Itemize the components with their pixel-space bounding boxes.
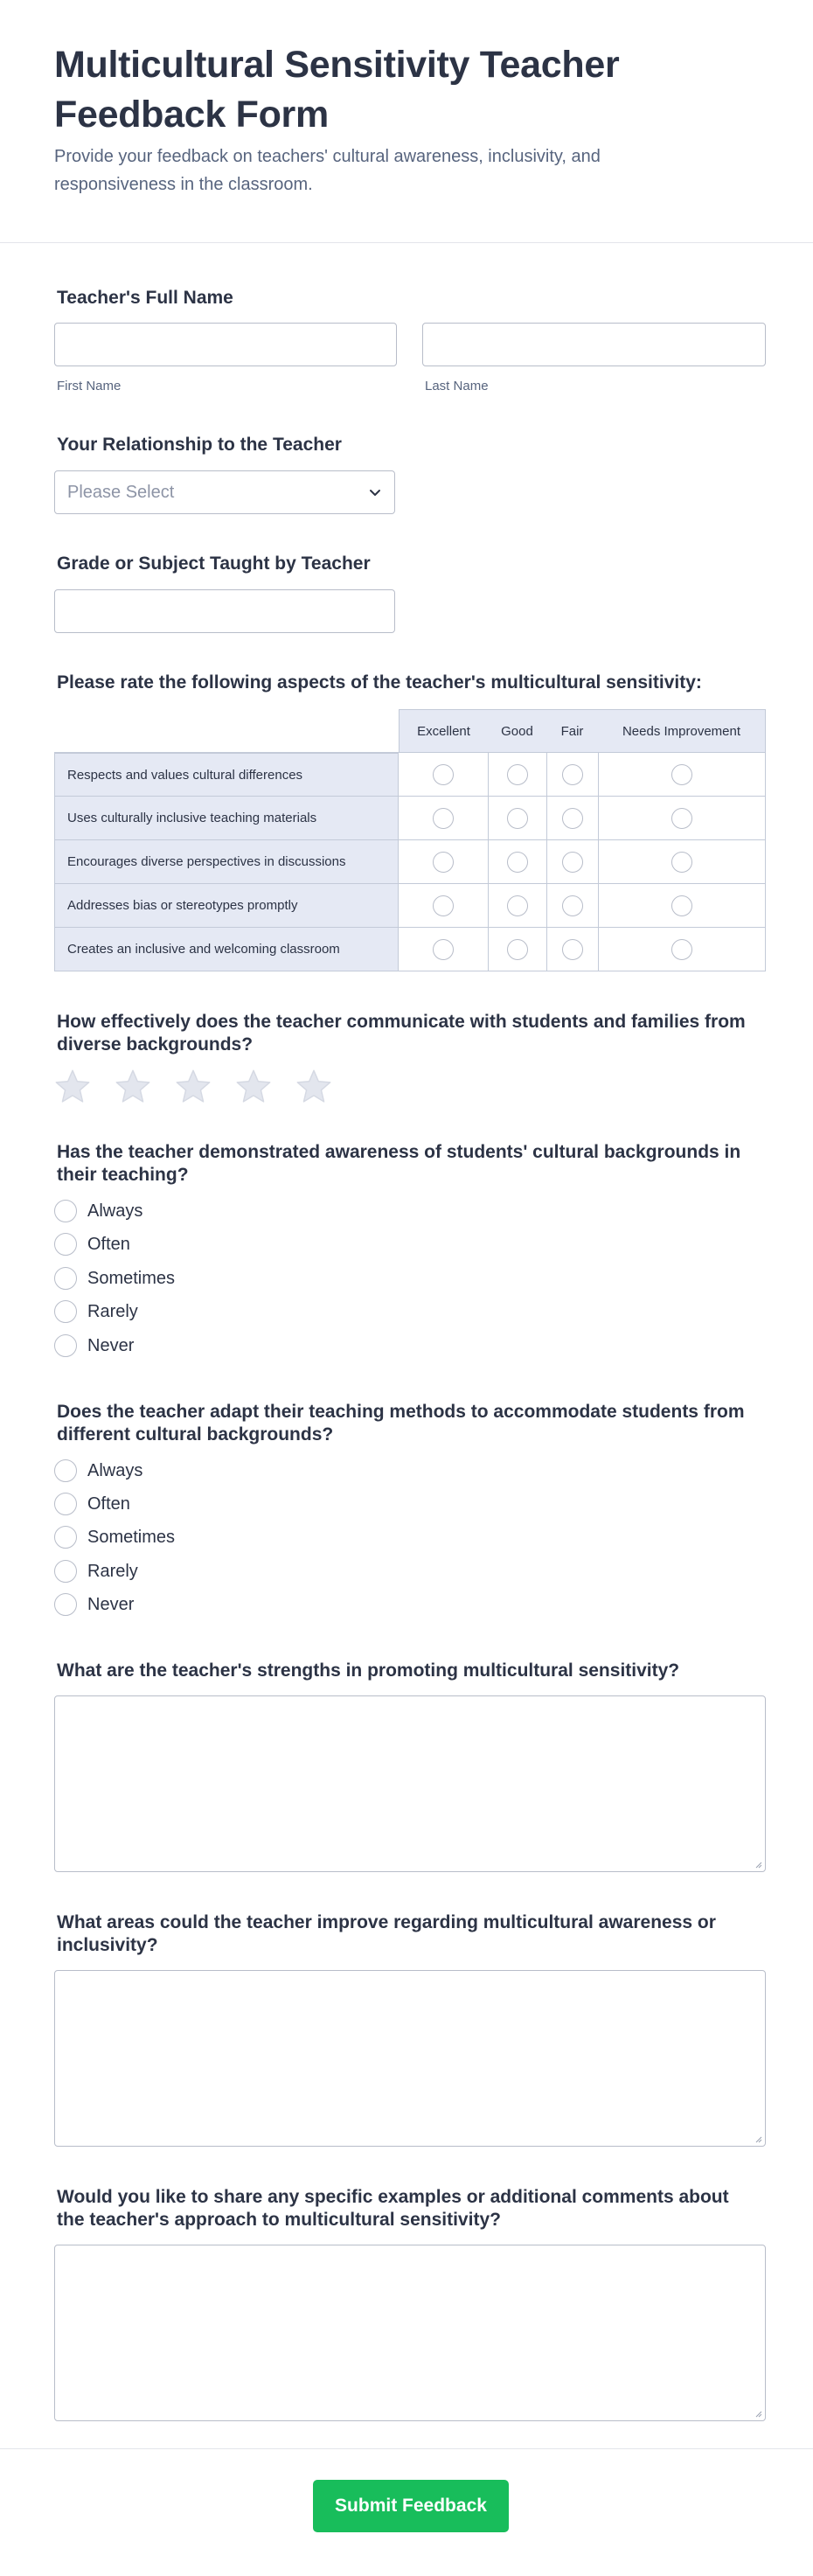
star-icon[interactable] — [234, 1068, 273, 1106]
matrix-cell — [399, 797, 489, 840]
matrix-cell — [547, 753, 599, 797]
matrix-radio[interactable] — [433, 939, 454, 960]
matrix-cell — [399, 753, 489, 797]
relationship-selected-value: Please Select — [67, 483, 175, 502]
first-name-sublabel: First Name — [57, 379, 122, 393]
radio-option-label: Never — [87, 1335, 135, 1355]
matrix-cell — [399, 928, 489, 971]
matrix-col-needs-improvement: Needs Improvement — [598, 709, 766, 753]
matrix-radio[interactable] — [433, 764, 454, 785]
matrix-radio[interactable] — [671, 895, 692, 916]
matrix-row-label: Creates an inclusive and welcoming classroom — [54, 928, 399, 971]
awareness-option-sometimes[interactable] — [54, 1265, 175, 1291]
radio-button[interactable] — [54, 1459, 77, 1482]
matrix-corner — [54, 709, 399, 753]
strengths-textarea[interactable] — [54, 1695, 766, 1872]
matrix-cell — [547, 884, 599, 928]
matrix-cell — [599, 884, 766, 928]
matrix-cell — [547, 797, 599, 840]
radio-option-label: Never — [87, 1594, 135, 1614]
adapt-option-rarely[interactable] — [54, 1558, 138, 1584]
matrix-radio[interactable] — [507, 852, 528, 873]
communication-rating-label: How effectively does the teacher communicate with students and families from diverse backgrounds? — [57, 1012, 746, 1055]
grade-subject-input[interactable] — [54, 589, 395, 633]
matrix-radio[interactable] — [562, 852, 583, 873]
matrix-radio[interactable] — [562, 808, 583, 829]
matrix-row-label: Addresses bias or stereotypes promptly — [54, 884, 399, 928]
radio-option-label: Always — [87, 1460, 143, 1480]
radio-button[interactable] — [54, 1493, 77, 1515]
star-icon[interactable] — [53, 1068, 92, 1106]
matrix-radio[interactable] — [671, 764, 692, 785]
matrix-radio[interactable] — [671, 939, 692, 960]
adapt-methods-label: Does the teacher adapt their teaching methods to accommodate students from different cultural backgrounds? — [57, 1402, 745, 1445]
matrix-radio[interactable] — [507, 939, 528, 960]
star-icon[interactable] — [295, 1068, 333, 1106]
last-name-input[interactable] — [422, 323, 766, 366]
matrix-cell — [399, 884, 489, 928]
matrix-cell — [599, 928, 766, 971]
matrix-radio[interactable] — [671, 852, 692, 873]
matrix-cell — [489, 797, 547, 840]
form-title: Multicultural Sensitivity Teacher Feedback Form — [54, 44, 620, 136]
matrix-cell — [599, 753, 766, 797]
matrix-radio[interactable] — [562, 939, 583, 960]
matrix-cell — [399, 840, 489, 884]
matrix-radio[interactable] — [433, 852, 454, 873]
matrix-radio[interactable] — [507, 895, 528, 916]
matrix-radio[interactable] — [433, 895, 454, 916]
adapt-option-often[interactable] — [54, 1491, 130, 1517]
awareness-option-always[interactable] — [54, 1198, 142, 1224]
adapt-option-sometimes[interactable] — [54, 1524, 175, 1550]
radio-button[interactable] — [54, 1233, 77, 1256]
first-name-input[interactable] — [54, 323, 397, 366]
awareness-option-rarely[interactable] — [54, 1298, 138, 1325]
comments-label: Would you like to share any specific examples or additional comments about the teacher's approach to multicultural sensitivity? — [57, 2187, 729, 2230]
matrix-row-label: Encourages diverse perspectives in discussions — [54, 840, 399, 884]
matrix-cell — [599, 797, 766, 840]
matrix-col-good: Good — [488, 709, 547, 753]
matrix-col-fair: Fair — [546, 709, 599, 753]
improvements-label: What areas could the teacher improve regarding multicultural awareness or inclusivity? — [57, 1912, 716, 1955]
awareness-option-never[interactable] — [54, 1333, 134, 1359]
awareness-label: Has the teacher demonstrated awareness of students' cultural backgrounds in their teaching? — [57, 1142, 741, 1185]
strengths-label: What are the teacher's strengths in promoting multicultural sensitivity? — [57, 1660, 680, 1681]
radio-button[interactable] — [54, 1560, 77, 1583]
radio-button[interactable] — [54, 1334, 77, 1357]
matrix-radio[interactable] — [507, 764, 528, 785]
matrix-radio[interactable] — [433, 808, 454, 829]
matrix-question-label: Please rate the following aspects of the teacher's multicultural sensitivity: — [57, 672, 702, 693]
awareness-option-often[interactable] — [54, 1231, 130, 1257]
radio-button[interactable] — [54, 1593, 77, 1616]
matrix-col-excellent: Excellent — [399, 709, 489, 753]
matrix-cell — [489, 928, 547, 971]
matrix-row-label: Uses culturally inclusive teaching materials — [54, 797, 399, 840]
improvements-textarea[interactable] — [54, 1970, 766, 2147]
last-name-sublabel: Last Name — [425, 379, 489, 393]
radio-option-label: Rarely — [87, 1301, 138, 1321]
form-description: Provide your feedback on teachers' cultural awareness, inclusivity, and responsiveness in the classroom. — [54, 147, 601, 194]
radio-button[interactable] — [54, 1267, 77, 1290]
matrix-radio[interactable] — [562, 764, 583, 785]
submit-button[interactable]: Submit Feedback — [313, 2480, 509, 2532]
matrix-cell — [489, 753, 547, 797]
radio-option-label: Sometimes — [87, 1268, 176, 1288]
radio-option-label: Always — [87, 1201, 143, 1221]
star-icon[interactable] — [174, 1068, 212, 1106]
form-header — [0, 0, 813, 243]
matrix-cell — [547, 840, 599, 884]
chevron-down-icon — [366, 484, 384, 501]
resize-grip-icon[interactable] — [754, 2134, 762, 2143]
radio-button[interactable] — [54, 1300, 77, 1323]
resize-grip-icon[interactable] — [754, 2409, 762, 2418]
relationship-dropdown[interactable] — [54, 470, 395, 514]
radio-option-label: Often — [87, 1493, 130, 1514]
teacher-name-label: Teacher's Full Name — [57, 288, 233, 308]
matrix-radio[interactable] — [671, 808, 692, 829]
matrix-cell — [489, 840, 547, 884]
radio-button[interactable] — [54, 1200, 77, 1222]
radio-option-label: Sometimes — [87, 1527, 176, 1547]
relationship-label: Your Relationship to the Teacher — [57, 435, 342, 455]
matrix-cell — [599, 840, 766, 884]
star-icon[interactable] — [114, 1068, 152, 1106]
resize-grip-icon[interactable] — [754, 1860, 762, 1869]
radio-button[interactable] — [54, 1526, 77, 1549]
matrix-radio[interactable] — [562, 895, 583, 916]
comments-textarea[interactable] — [54, 2245, 766, 2421]
adapt-option-never[interactable] — [54, 1591, 134, 1618]
adapt-option-always[interactable] — [54, 1458, 142, 1484]
radio-option-label: Rarely — [87, 1561, 138, 1581]
matrix-row-label: Respects and values cultural differences — [54, 753, 399, 797]
radio-option-label: Often — [87, 1234, 130, 1254]
matrix-cell — [489, 884, 547, 928]
matrix-cell — [547, 928, 599, 971]
grade-subject-label: Grade or Subject Taught by Teacher — [57, 553, 371, 574]
matrix-radio[interactable] — [507, 808, 528, 829]
